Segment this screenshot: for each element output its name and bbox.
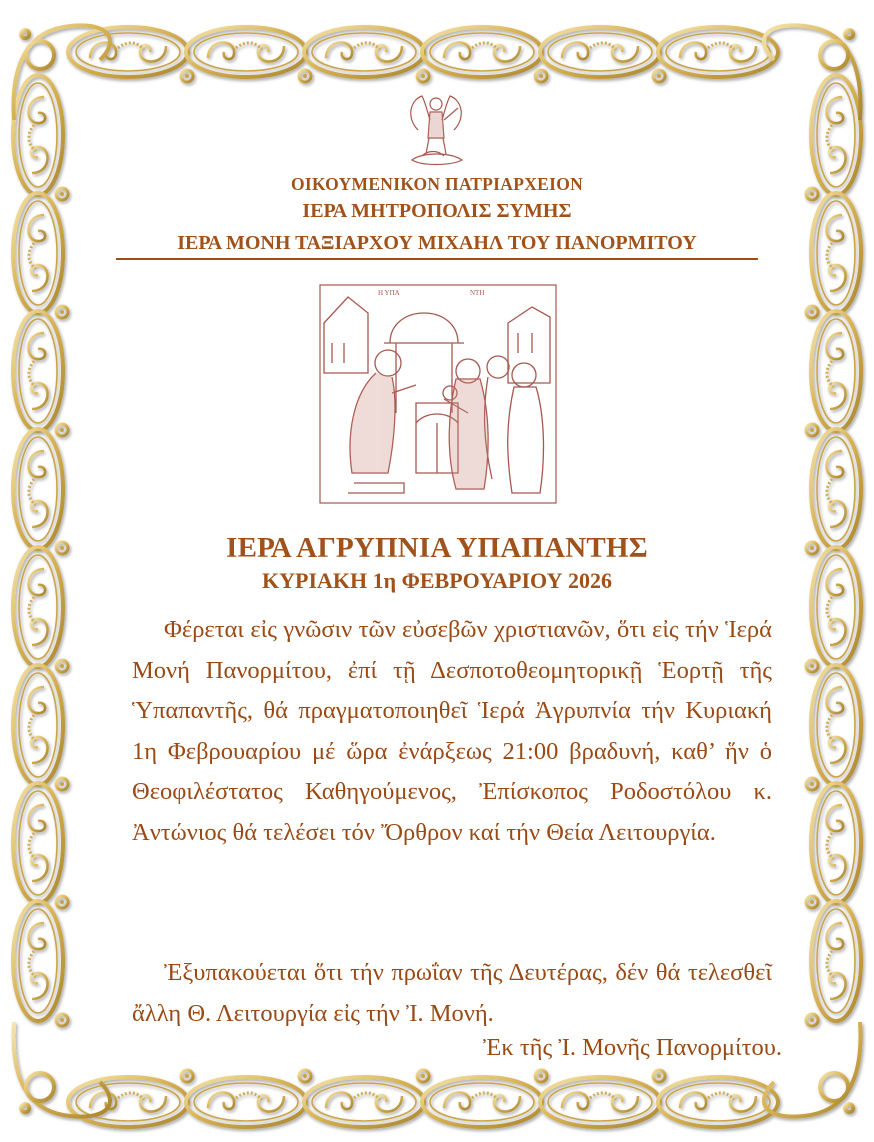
event-date: ΚΥΡΙΑΚΗ 1η ΦΕΒΡΟΥΑΡΙΟΥ 2026	[262, 568, 612, 593]
svg-text:ΝΤΗ: ΝΤΗ	[470, 289, 485, 297]
patriarchate-heading: ΟΙΚΟΥΜΕΝΙΚΟΝ ΠΑΤΡΙΑΡΧΕΙΟΝ	[290, 174, 584, 194]
heading-underline	[116, 258, 758, 260]
svg-text:Η ΥΠΑ: Η ΥΠΑ	[378, 289, 400, 297]
metropolis-heading: ΙΕΡΑ ΜΗΤΡΟΠΟΛΙΣ ΣΥΜΗΣ	[302, 200, 572, 222]
monastery-heading: ΙΕΡΑ ΜΟΝΗ ΤΑΞΙΑΡΧΟΥ ΜΙΧΑΗΛ ΤΟΥ ΠΑΝΟΡΜΙΤΟΥ	[177, 232, 697, 254]
presentation-of-christ-icon	[318, 283, 558, 505]
event-title: ΙΕΡΑ ΑΓΡΥΠΝΙΑ ΥΠΑΠΑΝΤΗΣ	[226, 532, 648, 564]
monastery-signature: Ἐκ τῆς Ἰ. Μονῆς Πανορμίτου.	[483, 1034, 782, 1061]
announcement-paragraph-2: Ἐξυπακούεται ὅτι τήν πρωΐαν τῆς Δευτέρας, δέν θά τελεσθεῖ ἄλλη Θ. Λειτουργία εἰς τήν Ἰ. Μονή.	[132, 959, 772, 1027]
archangel-michael-emblem-icon	[398, 90, 474, 170]
announcement-paragraph-1: Φέρεται εἰς γνῶσιν τῶν εὐσεβῶν χριστιανῶν, ὅτι εἰς τήν Ἱερά Μονή Πανορμίτου, ἐπί τῇ Δεσποτοθεομητορικῇ Ἑορτῇ τῆς Ὑπαπαντῆς, θά πραγματοποιηθεῖ Ἱερά Ἀγρυπνία τήν Κυριακή 1η Φεβρουαρίου μέ ὥρα ἐνάρξεως 21:00 βραδυνή, καθ’ ἥν ὁ Θεοφιλέστατος Καθηγούμενος, Ἐπίσκοπος Ροδοστόλου κ. Ἀντώνιος θά τελέσει τόν Ὄρθρον καί τήν Θεία Λειτουργία.	[132, 616, 772, 846]
